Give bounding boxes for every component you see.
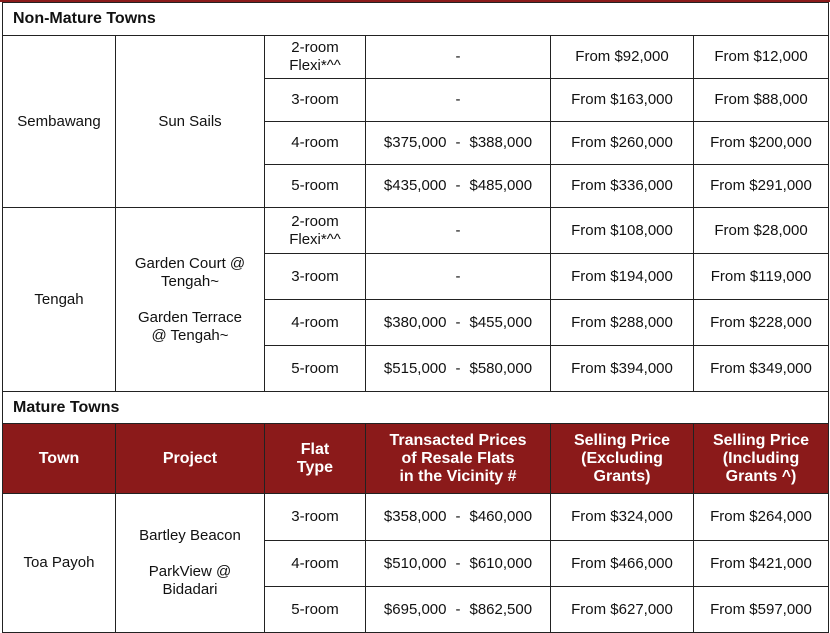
selling-price-incl: From $349,000: [694, 346, 829, 392]
resale-price-cell: [366, 122, 551, 165]
flat-type-line: 5-room: [291, 359, 339, 377]
resale-price-cell: [366, 300, 551, 346]
flat-type-cell: [265, 541, 366, 587]
flat-type-cell: [265, 300, 366, 346]
section-header-non-mature: [3, 3, 829, 36]
resale-high: $388,000: [469, 134, 533, 151]
resale-low: $695,000: [383, 600, 447, 618]
header-line: Type: [296, 458, 334, 476]
selling-price-incl: From $119,000: [694, 254, 829, 300]
header-line: Grants ^): [725, 467, 797, 485]
flat-type-line: 3-room: [291, 267, 339, 285]
header-line: Selling Price: [712, 431, 810, 449]
flat-type-cell: [265, 494, 366, 541]
flat-type-line: 2-room: [291, 39, 339, 56]
selling-price-excl: From $92,000: [551, 36, 694, 79]
selling-price-incl: From $88,000: [694, 79, 829, 122]
flat-type-cell: [265, 122, 366, 165]
header-line: in the Vicinity #: [399, 467, 517, 485]
flat-type-line: 3-room: [291, 91, 339, 108]
resale-dash: -: [455, 267, 461, 285]
resale-low: $510,000: [383, 554, 447, 572]
town-cell: Sembawang: [3, 36, 116, 208]
resale-dash: -: [455, 134, 461, 151]
section-header-mature: [3, 392, 829, 424]
selling-price-excl: From $260,000: [551, 122, 694, 165]
resale-price-cell: [366, 494, 551, 541]
selling-price-incl: From $28,000: [694, 208, 829, 254]
resale-high: $485,000: [469, 177, 533, 194]
selling-price-incl: From $264,000: [694, 494, 829, 541]
flat-type-line: Flexi*^^: [289, 57, 341, 74]
flat-type-cell: [265, 587, 366, 633]
resale-high: $455,000: [469, 313, 533, 331]
selling-price-excl: From $163,000: [551, 79, 694, 122]
flat-type-cell: [265, 254, 366, 300]
table-row: [3, 208, 829, 254]
town-cell: Tengah: [3, 208, 116, 392]
section-title: Non-Mature Towns: [3, 3, 829, 36]
resale-low: $358,000: [383, 508, 447, 525]
flat-type-cell: [265, 36, 366, 79]
flat-type-cell: [265, 79, 366, 122]
project-name: ParkView @ Bidadari: [148, 563, 232, 598]
price-table: [2, 2, 829, 633]
resale-price-cell: [366, 208, 551, 254]
resale-low: $380,000: [383, 313, 447, 331]
resale-dash: -: [455, 554, 461, 572]
selling-price-incl: From $200,000: [694, 122, 829, 165]
resale-price-cell: [366, 79, 551, 122]
project-name: Sun Sails: [158, 112, 222, 130]
selling-price-excl: From $324,000: [551, 494, 694, 541]
resale-high: $610,000: [469, 554, 533, 572]
flat-type-line: 2-room: [291, 212, 339, 230]
resale-price-cell: [366, 541, 551, 587]
selling-price-excl: From $288,000: [551, 300, 694, 346]
flat-type-line: 4-room: [291, 313, 339, 331]
resale-dash: -: [455, 359, 461, 377]
selling-price-incl: From $421,000: [694, 541, 829, 587]
project-cell: [116, 494, 265, 633]
resale-price-cell: [366, 587, 551, 633]
header-line: Grants): [593, 467, 651, 485]
selling-price-excl: From $394,000: [551, 346, 694, 392]
resale-low: $375,000: [383, 134, 447, 151]
flat-type-line: 4-room: [291, 134, 339, 151]
flat-type-cell: [265, 346, 366, 392]
header-line: Transacted Prices: [389, 431, 527, 449]
resale-high: $580,000: [469, 359, 533, 377]
selling-price-excl: From $336,000: [551, 165, 694, 208]
project-name: Garden Court @ Tengah~: [134, 254, 246, 290]
header-line: Selling Price: [573, 431, 671, 449]
resale-price-cell: [366, 165, 551, 208]
resale-dash: -: [455, 177, 461, 194]
col-header-selling-excl: [551, 424, 694, 494]
resale-dash: -: [455, 313, 461, 331]
col-header-town: Town: [3, 424, 116, 494]
resale-price-cell: [366, 36, 551, 79]
resale-high: $460,000: [469, 508, 533, 525]
resale-dash: -: [455, 221, 461, 239]
table-row: [3, 36, 829, 79]
col-header-flat-type: [265, 424, 366, 494]
section-title: Mature Towns: [3, 392, 829, 424]
flat-type-line: 4-room: [291, 554, 339, 572]
col-header-project: Project: [116, 424, 265, 494]
selling-price-excl: From $108,000: [551, 208, 694, 254]
project-cell: [116, 36, 265, 208]
selling-price-excl: From $194,000: [551, 254, 694, 300]
resale-low: $435,000: [383, 177, 447, 194]
selling-price-incl: From $597,000: [694, 587, 829, 633]
resale-high: $862,500: [469, 600, 533, 618]
resale-dash: -: [455, 48, 461, 65]
header-line: of Resale Flats: [401, 449, 515, 467]
project-cell: [116, 208, 265, 392]
col-header-resale: [366, 424, 551, 494]
resale-price-cell: [366, 254, 551, 300]
resale-dash: -: [455, 508, 461, 525]
town-cell: Toa Payoh: [3, 494, 116, 633]
flat-type-cell: [265, 208, 366, 254]
flat-type-line: 3-room: [291, 508, 339, 525]
resale-dash: -: [455, 91, 461, 108]
table-row: [3, 494, 829, 541]
selling-price-incl: From $291,000: [694, 165, 829, 208]
project-name: Garden Terrace @ Tengah~: [138, 308, 242, 344]
selling-price-incl: From $228,000: [694, 300, 829, 346]
selling-price-incl: From $12,000: [694, 36, 829, 79]
flat-type-line: 5-room: [291, 600, 339, 618]
resale-price-cell: [366, 346, 551, 392]
resale-dash: -: [455, 600, 461, 618]
col-header-selling-incl: [694, 424, 829, 494]
header-line: (Excluding: [581, 449, 663, 467]
flat-type-line: Flexi*^^: [289, 230, 341, 248]
project-name: Bartley Beacon: [139, 527, 241, 544]
selling-price-excl: From $466,000: [551, 541, 694, 587]
flat-type-line: 5-room: [291, 177, 339, 194]
header-line: Flat: [300, 440, 330, 458]
header-line: (Including: [722, 449, 800, 467]
column-header-row: [3, 424, 829, 494]
selling-price-excl: From $627,000: [551, 587, 694, 633]
flat-type-cell: [265, 165, 366, 208]
resale-low: $515,000: [383, 359, 447, 377]
